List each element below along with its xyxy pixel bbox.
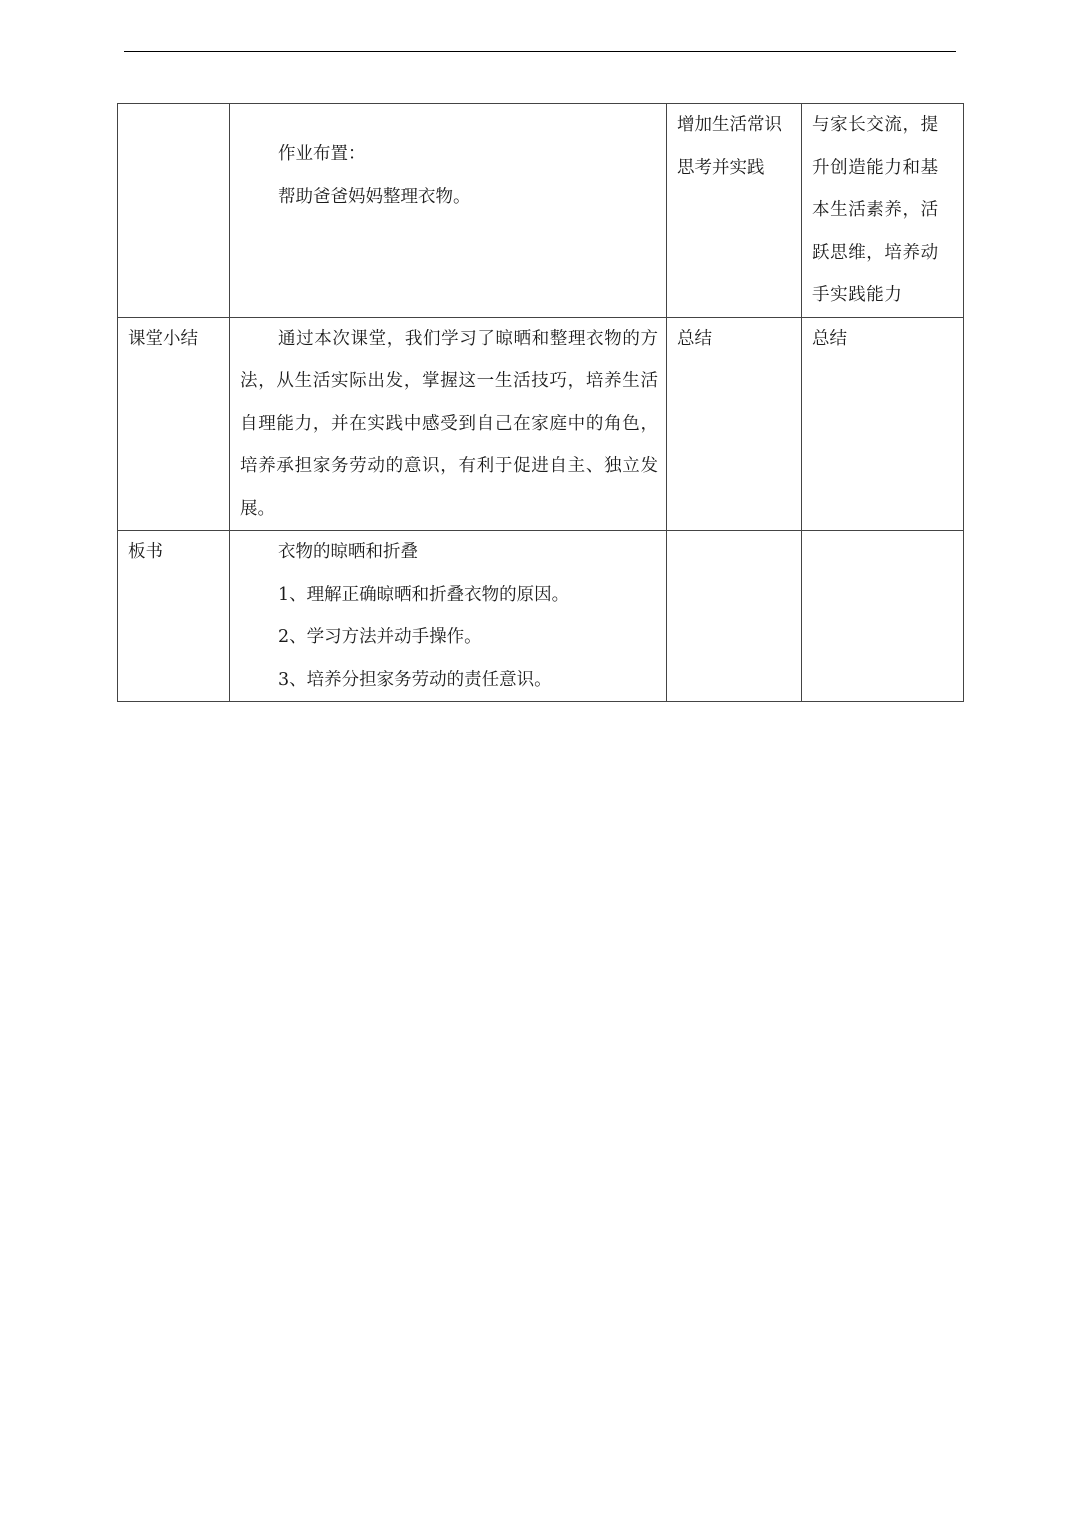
design-intent-cell-board (802, 531, 964, 702)
stage-cell-homework (118, 104, 230, 318)
table-row-homework (118, 104, 964, 318)
stage-cell-summary: 课堂小结 (118, 317, 230, 531)
lesson-plan-table (117, 103, 964, 702)
content-cell-summary (230, 317, 667, 531)
board-point: 1、理解正确晾晒和折叠衣物的原因。 (278, 584, 570, 605)
board-title: 衣物的晾晒和折叠 (278, 542, 418, 562)
homework-text: 帮助爸爸妈妈整理衣物。 (278, 186, 471, 207)
student-activity-cell-board (667, 531, 802, 702)
design-intent-line: 本生活素养，活 (812, 200, 939, 220)
design-intent-line: 跃思维，培养动 (812, 242, 939, 263)
homework-title: 作业布置： (278, 144, 366, 164)
content-cell-board (230, 531, 667, 702)
board-point: 2、学习方法并动手操作。 (278, 627, 482, 647)
student-activity-cell-homework (667, 104, 802, 318)
design-intent-line: 与家长交流，提 (812, 115, 939, 135)
student-activity-line: 增加生活常识 (677, 115, 782, 135)
page-header-rule (124, 51, 956, 52)
stage-cell-board: 板书 (118, 531, 230, 702)
design-intent-line: 手实践能力 (812, 285, 903, 305)
table-row-summary (118, 317, 964, 531)
design-intent-cell-homework (802, 104, 964, 318)
design-intent-line: 升创造能力和基 (812, 157, 939, 178)
student-activity-line: 思考并实践 (677, 157, 765, 178)
student-activity-cell-summary: 总结 (667, 317, 802, 531)
board-point: 3、培养分担家务劳动的责任意识。 (278, 669, 552, 690)
summary-paragraph: 通过本次课堂，我们学习了晾晒和整理衣物的方法，从生活实际出发，掌握这一生活技巧，培养生活自理能力，并在实践中感受到自己在家庭中的角色，培养承担家务劳动的意识，有利于促进自主、独立发展。 (240, 328, 658, 519)
design-intent-cell-summary: 总结 (802, 317, 964, 531)
content-cell-homework (230, 104, 667, 318)
table-row-board (118, 531, 964, 702)
